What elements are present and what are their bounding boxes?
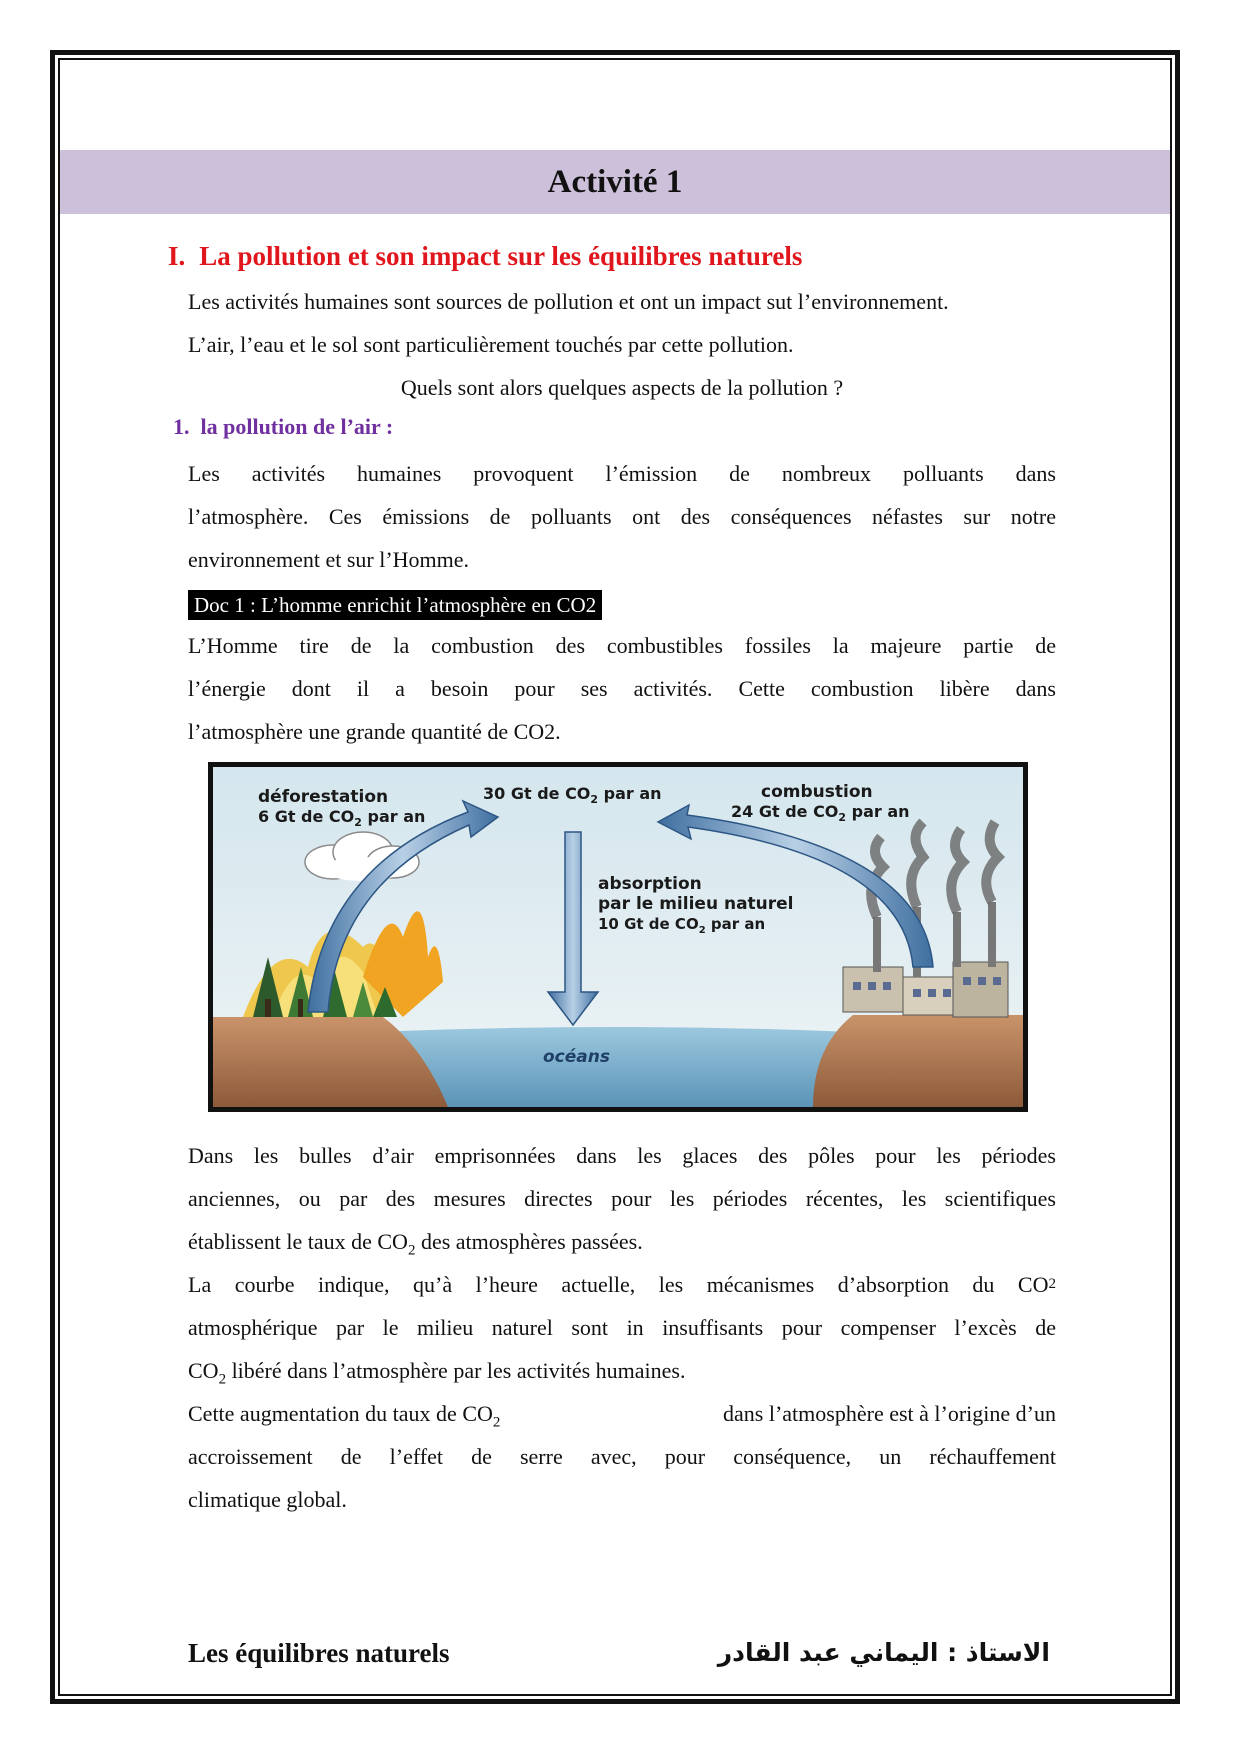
para2-line-3: établissent le taux de $CO_2$ des atmosphères passées. <box>188 1229 643 1259</box>
air-line-2: l’atmosphère. Ces émissions de polluants ont des conséquences néfastes sur notre <box>188 504 1056 529</box>
subsection-number: 1. <box>173 414 190 439</box>
para2-line-1: Dans les bulles d’air emprisonnées dans les glaces des pôles pour les périodes <box>188 1143 1056 1168</box>
activity-title-band <box>60 150 1170 214</box>
footer-course-title: Les équilibres naturels <box>188 1638 450 1668</box>
oceans-label: océans <box>543 1047 610 1067</box>
combustion-value: 24 Gt de $CO_2$ par an <box>731 802 910 824</box>
section-title: La pollution et son impact sur les équilibres naturels <box>199 241 803 271</box>
para4-line-1: Cette augmentation du taux de $CO_2$ dans l’atmosphère est à l’origine d’un <box>188 1401 1056 1431</box>
intro-line-1: Les activités humaines sont sources de pollution et ont un impact sut l’environnement. <box>188 289 949 314</box>
para3-line-3: $CO_2$ libéré dans l’atmosphère par les activités humaines. <box>188 1358 686 1388</box>
subsection-title: la pollution de l’air : <box>200 414 394 439</box>
section-heading <box>168 241 802 272</box>
ocean-water <box>373 1027 853 1107</box>
subsection-heading <box>173 414 393 440</box>
air-line-1: Les activités humaines provoquent l’émission de nombreux polluants dans <box>188 461 1056 486</box>
para3-line-1: La courbe indique, qu’à l’heure actuelle, les mécanismes d’absorption du CO 2 <box>188 1272 1056 1297</box>
total-emission: 30 Gt de $CO_2$ par an <box>483 784 662 806</box>
footer-teacher-name: الاستاذ : اليماني عبد القادر <box>717 1638 1050 1667</box>
doc1-label: Doc 1 : L’homme enrichit l’atmosphère en CO2 <box>188 590 602 620</box>
para4-line-3: climatique global. <box>188 1487 347 1512</box>
doc1-line-3: l’atmosphère une grande quantité de CO2. <box>188 719 561 744</box>
para3-line-2: atmosphérique par le milieu naturel sont in insuffisants pour compenser l’excès de <box>188 1315 1056 1340</box>
combustion-title: combustion <box>761 782 873 802</box>
para2-line-2: anciennes, ou par des mesures directes pour les périodes récentes, les scientifiques <box>188 1186 1056 1211</box>
section-number: I. <box>168 241 186 271</box>
para4-line-2: accroissement de l’effet de serre avec, pour conséquence, un réchauffement <box>188 1444 1056 1469</box>
intro-line-2: L’air, l’eau et le sol sont particulièrement touchés par cette pollution. <box>188 332 794 357</box>
absorption-title: absorption <box>598 874 702 894</box>
doc1-line-2: l’énergie dont il a besoin pour ses activités. Cette combustion libère dans <box>188 676 1056 701</box>
absorption-subtitle: par le milieu naturel <box>598 894 794 914</box>
activity-title: Activité 1 <box>547 163 683 200</box>
deforestation-value: 6 Gt de $CO_2$ par an <box>258 807 426 829</box>
intro-question: Quels sont alors quelques aspects de la pollution ? <box>400 375 844 400</box>
absorption-value: 10 Gt de $CO_2$ par an <box>598 915 766 936</box>
deforestation-title: déforestation <box>258 787 389 807</box>
doc1-line-1: L’Homme tire de la combustion des combustibles fossiles la majeure partie de <box>188 633 1056 658</box>
right-land <box>813 1015 1023 1107</box>
co2-cycle-illustration <box>213 767 1023 1107</box>
air-line-3: environnement et sur l’Homme. <box>188 547 470 572</box>
co2-cycle-figure <box>208 762 1028 1112</box>
